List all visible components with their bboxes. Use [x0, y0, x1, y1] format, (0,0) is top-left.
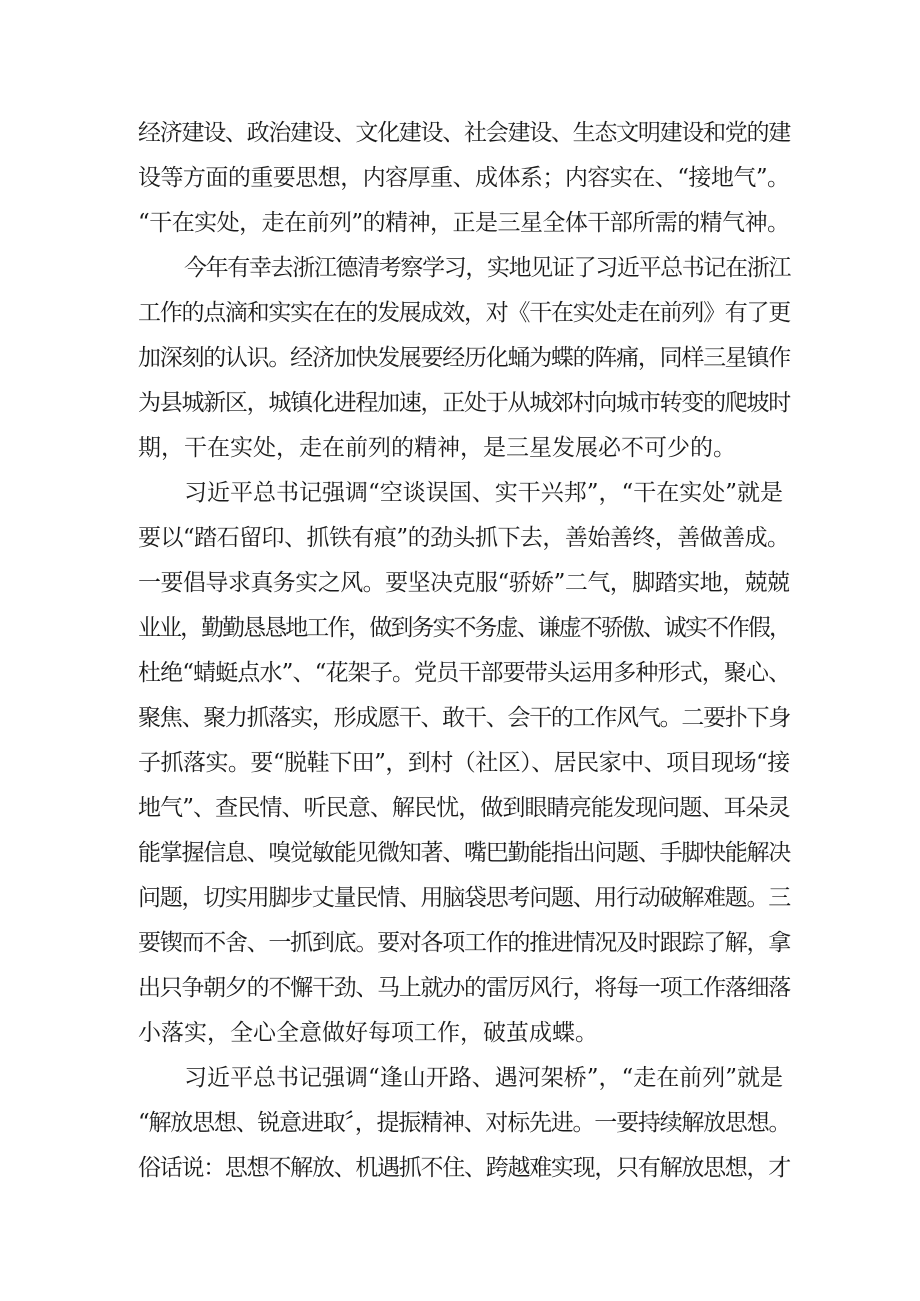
- text-line: “干在实处，走在前列”的精神，正是三星全体干部所需的精气神。: [138, 210, 790, 236]
- text-line: 小落实，全心全意做好每项工作，破茧成蝶。: [138, 1020, 598, 1046]
- text-line: 设等方面的重要思想，内容厚重、成体系；内容实在、“接地气”。: [138, 165, 790, 191]
- text-line: 期，干在实处，走在前列的精神，是三星发展必不可少的。: [138, 435, 736, 461]
- text-line: “解放思想、锐意进取〞，提振精神、对标先进。一要持续解放思想。: [138, 1110, 791, 1136]
- text-line: 子抓落实。要“脱鞋下田”，到村（社区）、居民家中、项目现场“接: [138, 750, 790, 776]
- text-line: 要锲而不舍、一抓到底。要对各项工作的推进情况及时跟踪了解，拿: [138, 930, 791, 956]
- text-line: 业业，勤勤恳恳地工作，做到务实不务虚、谦虚不骄傲、诚实不作假，: [138, 615, 791, 641]
- paragraph-first-line: 习近平总书记强调“逢山开路、遇河架桥”，“走在前列”就是: [184, 1065, 784, 1091]
- text-line: 地气”、查民情、听民意、解民忧，做到眼睛亮能发现问题、耳朵灵: [138, 795, 790, 821]
- text-line: 杜绝“蜻蜓点水”、“花架子。党员干部要带头运用多种形式，聚心、: [138, 660, 791, 686]
- text-line: 一要倡导求真务实之风。要坚决克服“骄娇”二气，脚踏实地，兢兢: [138, 570, 790, 596]
- text-line: 加深刻的认识。经济加快发展要经历化蛹为蝶的阵痛，同样三星镇作: [138, 345, 791, 371]
- text-line: 要以“踏石留印、抓铁有痕”的劲头抓下去，善始善终，善做善成。: [138, 525, 790, 551]
- text-line: 经济建设、政治建设、文化建设、社会建设、生态文明建设和党的建: [138, 120, 791, 146]
- paragraph-first-line: 习近平总书记强调“空谈误国、实干兴邦”，“干在实处”就是: [184, 480, 784, 506]
- text-line: 出只争朝夕的不懈干劲、马上就办的雷厉风行，将每一项工作落细落: [138, 975, 791, 1001]
- text-line: 聚焦、聚力抓落实，形成愿干、敢干、会干的工作风气。二要扑下身: [138, 705, 791, 731]
- text-line: 俗话说：思想不解放、机遇抓不住、跨越难实现，只有解放思想，才: [138, 1155, 791, 1181]
- text-line: 工作的点滴和实实在在的发展成效，对《干在实处走在前列》有了更: [138, 300, 791, 326]
- text-line: 问题，切实用脚步丈量民情、用脑袋思考问题、用行动破解难题。三: [138, 885, 791, 911]
- text-line: 为县城新区，城镇化进程加速，正处于从城郊村向城市转变的爬坡时: [138, 390, 791, 416]
- text-line: 能掌握信息、嗅觉敏能见微知著、嘴巴勤能指出问题、手脚快能解决: [138, 840, 791, 866]
- paragraph-first-line: 今年有幸去浙江德清考察学习，实地见证了习近平总书记在浙江: [184, 255, 791, 281]
